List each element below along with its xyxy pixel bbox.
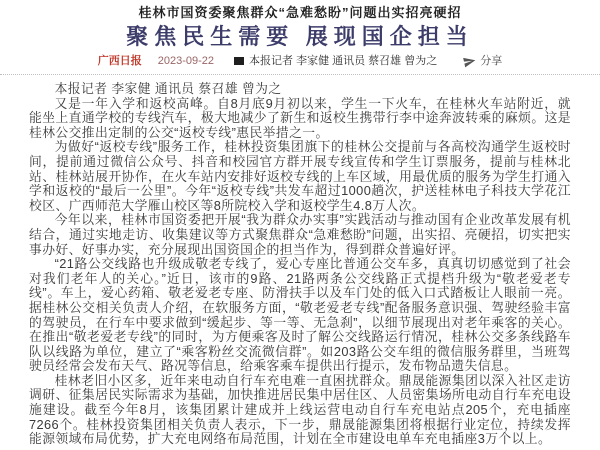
reporter-icon xyxy=(234,57,244,65)
share-label: 分享 xyxy=(480,55,503,67)
paper-plane-icon xyxy=(462,53,477,68)
article-paragraph: 又是一年入学和返校高峰。自8月底9月初以来，学生一下火车，在桂林火车站附近，就能坐上直通学校的专线汽车，极大地减少了新生和返校生携带行李中途奔波转乘的麻烦。这是桂林公交推出定制的公交“返校专线”惠民举措之一。 xyxy=(29,95,571,140)
publish-date: 2023-09-22 xyxy=(157,55,215,67)
article-body xyxy=(0,82,600,447)
dotted-divider xyxy=(0,74,600,75)
article-paragraph: 今年以来，桂林市国资委把开展“我为群众办实事”实践活动与推动国有企业改革发展有机结合，通过实地走访、收集建议等方式聚焦群众“急难愁盼”问题，出实招、亮硬招，切实把实事办好、好事办实，充分展现出国资国企的担当作为，得到群众普遍好评。 xyxy=(29,212,571,257)
source-link[interactable]: 广西日报 xyxy=(97,55,142,67)
share-button[interactable] xyxy=(463,54,502,68)
meta-row xyxy=(0,54,600,68)
article-paragraph: 为做好“返校专线”服务工作，桂林投资集团旗下的桂林公交提前与各高校沟通学生返校时间，提前通过微信公众号、抖音和校园官方群开展专线宣传和学生订票服务，提前与桂林北站、桂林站展开协作，在火车站内安排好返校专线的上车区域，用最优质的服务为学生打通入学和返校的“最后一公里”。今年“返校专线”共发车超过1000趟次，护送桂林电子科技大学花江校区、广西师范大学雁山校区等8所院校入学和返校学生4.8万人次。 xyxy=(29,139,571,213)
article-byline: 本报记者 李家健 通讯员 蔡召雄 曾为之 xyxy=(54,81,282,96)
article-paragraph: “21路公交线路也升级成敬老专线了，爱心专座比普通公交车多，真真切切感觉到了社会对我们老年人的关心。”近日，该市的9路、21路两条公交线路正式提档升级为“敬老爱老专线”。车上，爱心药箱、敬老爱老专座、防滑扶手以及车门处的低入口式踏板让人眼前一亮。据桂林公交相关负责人介绍，在软服务方面，“敬老爱老专线”配备服务意识强、驾驶经验丰富的驾驶员，在行车中要求做到“缓起步、等一等、无急刹”，以细节展现出对老年乘客的关心。在推出“敬老爱老专线”的同时，为方便乘客及时了解公交线路运行情况，桂林公交多条线路车队以线路为单位，建立了“乘客粉丝交流微信群”。如203路公交车组的微信服务群里，当班驾驶员经常会发布天气、路况等信息，给乘客乘车提供出行提示，发布物品遗失信息。 xyxy=(29,256,571,374)
page-title: 聚焦民生需要 展现国企担当 xyxy=(126,24,474,49)
meta-authors xyxy=(234,54,437,68)
article-paragraph: 桂林老旧小区多，近年来电动自行车充电难一直困扰群众。鼎晟能源集团以深入社区走访调研、征集居民实际需求为基础，加快推进居民集中居住区、人员密集场所电动自行车充电设施建设。截至今年8月，该集团累计建成并上线运营电动自行车充电站点205个，充电插座7266个。桂林投资集团相关负责人表示，下一步，鼎晟能源集团将根据行业定位，持续发挥能源领域布局优势，扩大充电网络布局范围，计划在全市建设电单车充电插座3万个以上。 xyxy=(29,372,571,447)
meta-authors-label: 本报记者 李家健 通讯员 蔡召雄 曾为之 xyxy=(249,55,438,67)
kicker-headline: 桂林市国资委聚焦群众“急难愁盼”问题出实招亮硬招 xyxy=(138,5,462,20)
